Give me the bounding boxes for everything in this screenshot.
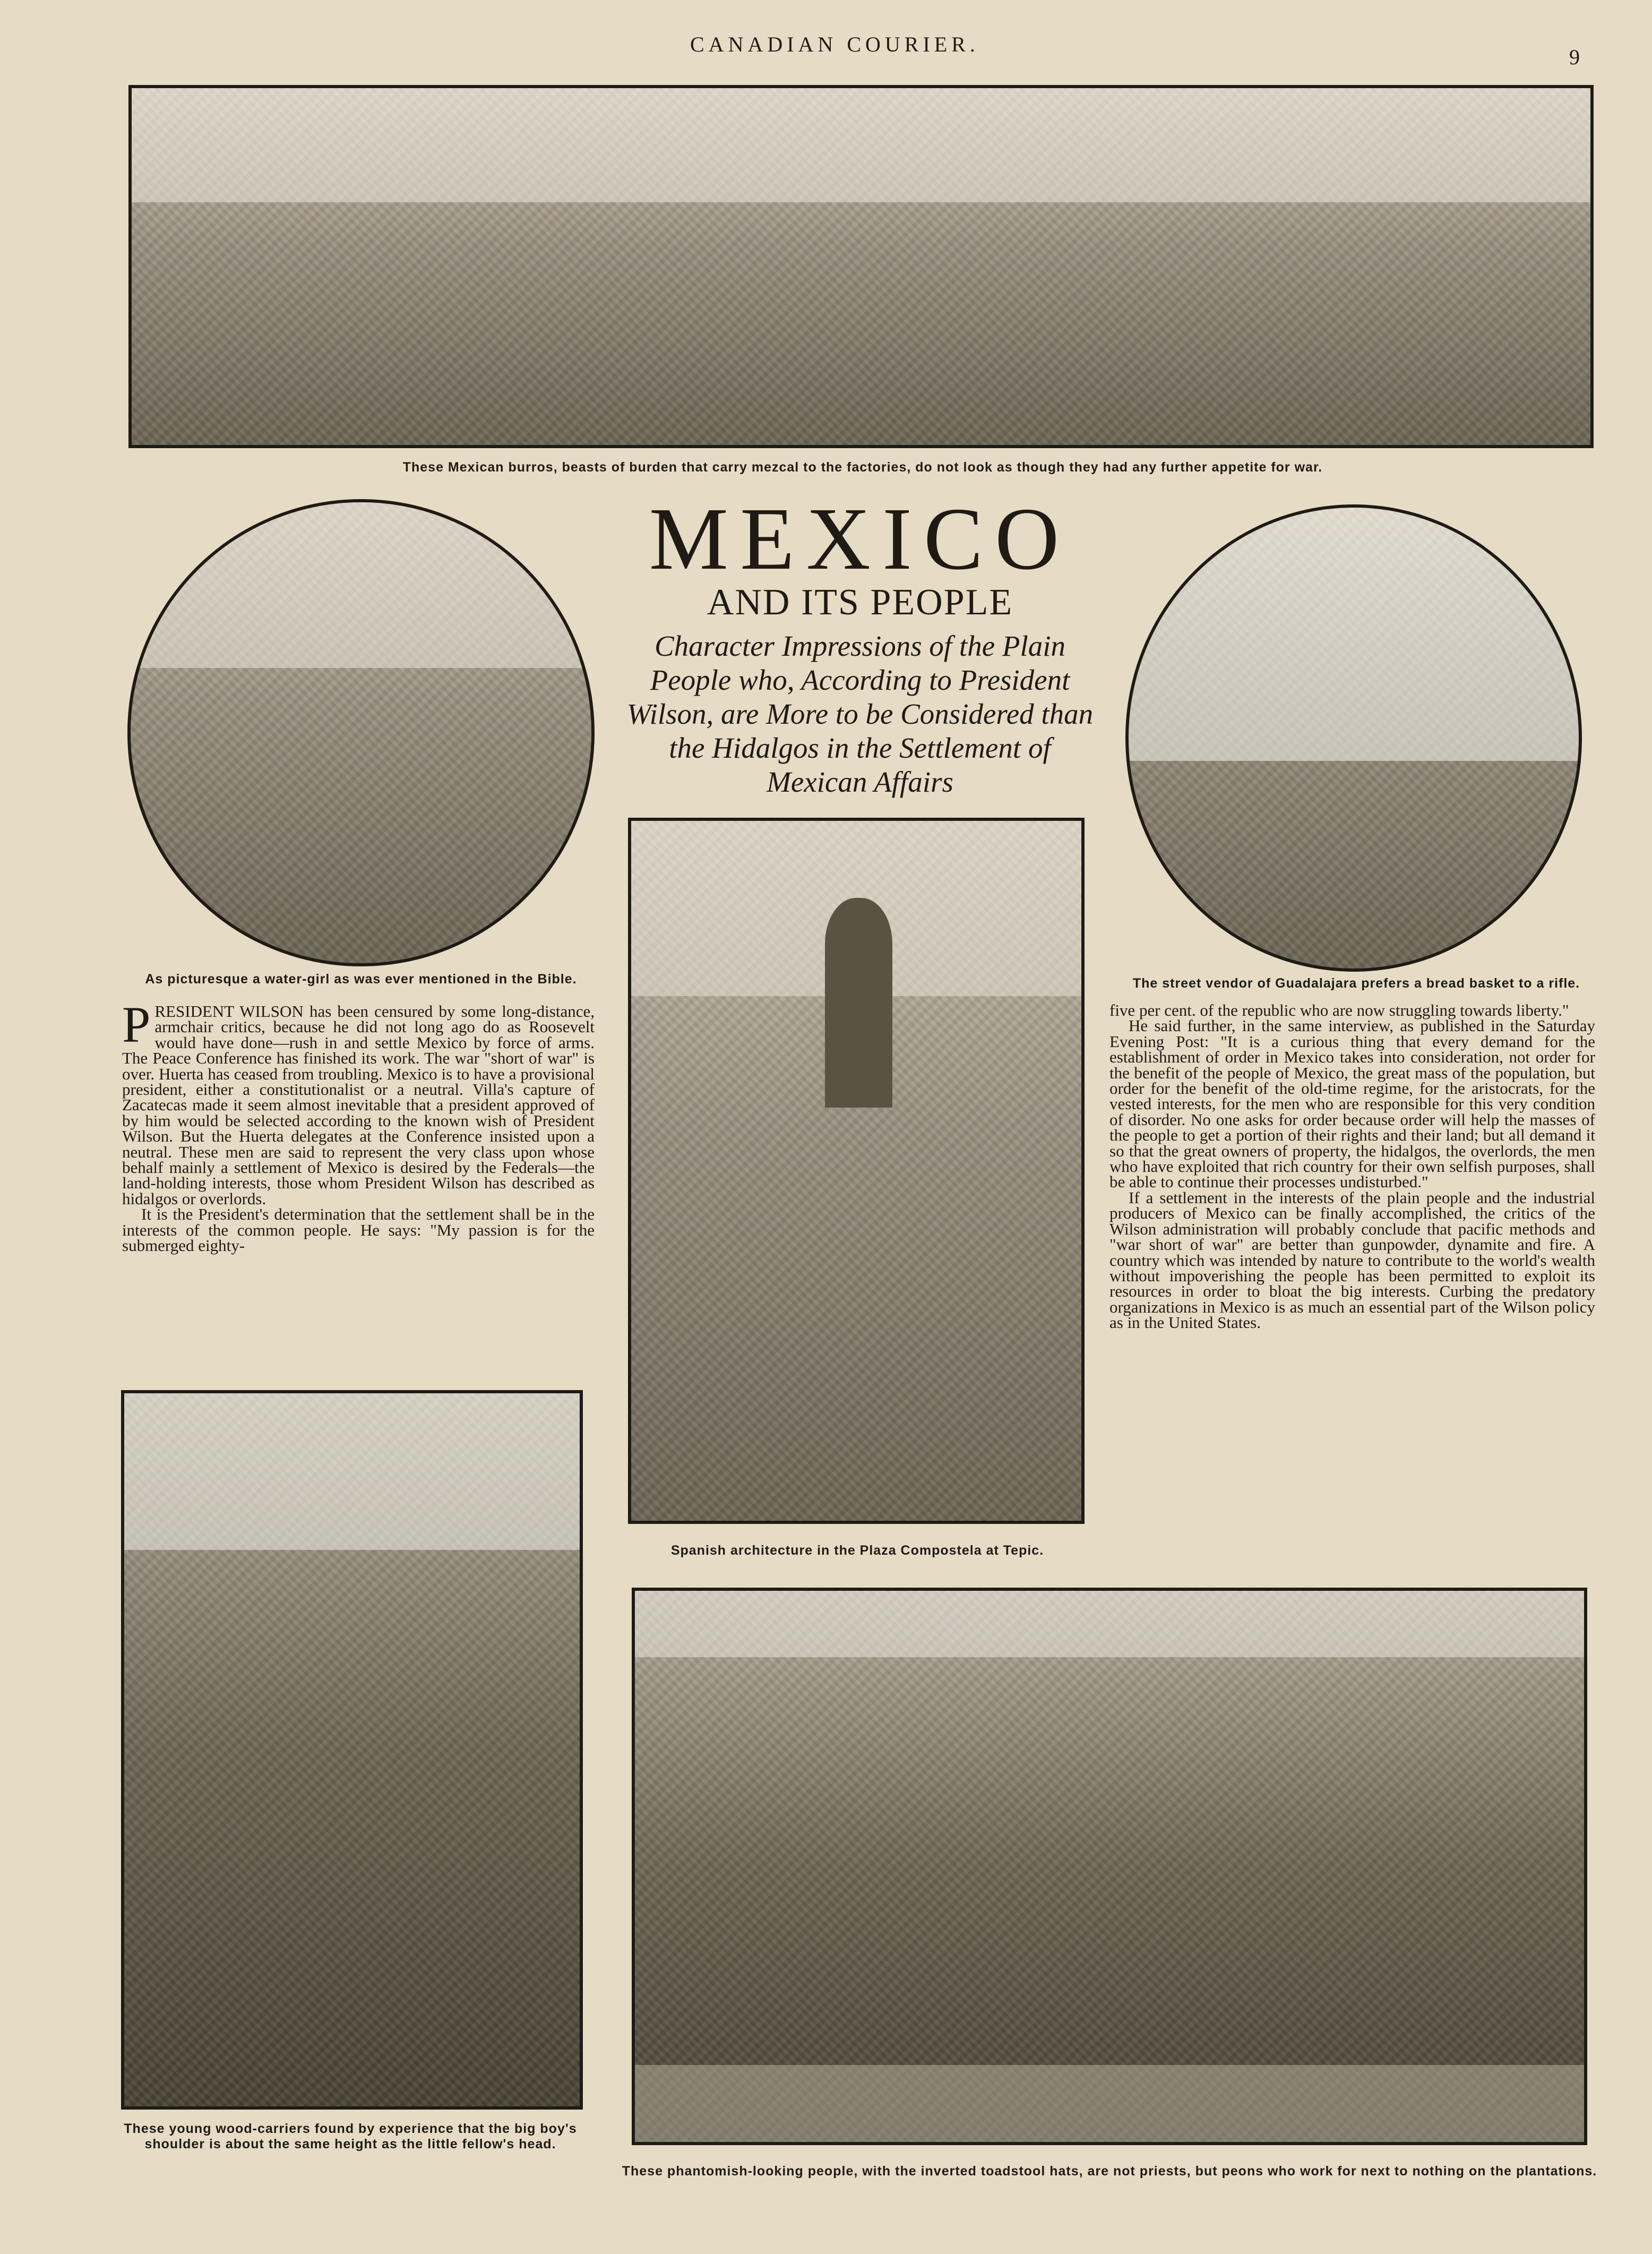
burros-photo xyxy=(128,85,1594,448)
column-3-text xyxy=(1109,1002,1595,1331)
article-title: MEXICO xyxy=(649,490,1071,588)
col1-paragraph-2: It is the President's determination that the settlement shall be in the interests of the common people. He says: "My passion is for the submerged eighty- xyxy=(122,1205,595,1255)
running-title: CANADIAN COURIER. xyxy=(690,32,979,56)
page-number: 9 xyxy=(1569,45,1580,69)
article-subtitle: AND ITS PEOPLE xyxy=(707,582,1013,623)
water-girl-caption: As picturesque a water-girl as was ever mentioned in the Bible. xyxy=(145,972,577,987)
wood-carriers-photo xyxy=(121,1390,583,2110)
street-vendor-photo xyxy=(1125,504,1582,972)
plaza-photo xyxy=(628,818,1085,1524)
column-1-text xyxy=(122,996,595,1255)
wood-carriers-caption: These young wood-carriers found by experience that the big boy's shoulder is about the same height as the little fellow's head. xyxy=(124,2121,577,2152)
article-deck: Character Impressions of the Plain People who, According to President Wilson, are More to be Considered than the Hidalgos in the Settlement of Mexican Affairs xyxy=(626,630,1094,798)
col1-paragraph-1: RESIDENT WILSON has been censured by some long-distance, armchair critics, because he did not long ago do as Roosevelt would have done—rush in and settle Mexico by force of arms. The Peace Conference has finished its work. The war "short of war" is over. Huerta has ceased from troubling. Mexico is to have a provisional president, either a constitutionalist or a neutral. Villa's capture of Zacatecas made it seem almost inevitable that a president approved of by him would be selected according to the known wish of President Wilson. But the Huerta delegates at the Conference insisted upon a neutral. These men are said to represent the very class upon whose behalf mainly a settlement of Mexico is desired by the Federals—the land-holding interests, those whom President Wilson has described as hidalgos or overlords. xyxy=(122,1002,595,1208)
plaza-caption: Spanish architecture in the Plaza Compostela at Tepic. xyxy=(670,1543,1044,1558)
bell-tower-shape xyxy=(825,898,892,1108)
burros-caption: These Mexican burros, beasts of burden that carry mezcal to the factories, do not look as though they had any further appetite for war. xyxy=(402,460,1323,475)
col3-paragraph-3: If a settlement in the interests of the plain people and the industrial producers of Mexico can be finally accomplished, the critics of the Wilson administration will probably conclude that pacific methods and "war short of war" are better than gunpowder, dynamite and fire. A country which was intended by nature to contribute to the world's wealth without impoverishing the people has been permitted to exploit its resources in order to bloat the big interests. Curbing the predatory organizations in Mexico is as much an essential part of the Wilson policy as in the United States. xyxy=(1109,1188,1595,1332)
water-girl-photo xyxy=(127,499,595,966)
drop-cap: P xyxy=(122,996,151,1053)
peons-photo xyxy=(632,1588,1587,2145)
street-vendor-caption: The street vendor of Guadalajara prefers a bread basket to a rifle. xyxy=(1132,976,1580,991)
peons-caption: These phantomish-looking people, with the inverted toadstool hats, are not priests, but peons who work for next to nothing on the plantations. xyxy=(622,2164,1597,2179)
col3-paragraph-1: five per cent. of the republic who are now struggling towards liberty." xyxy=(1109,1001,1569,1019)
col3-paragraph-2: He said further, in the same interview, as published in the Saturday Evening Post: "It is a curious thing that every demand for the establishment of order in Mexico takes into consideration, not order for the benefit of the people of Mexico, the great mass of the population, but order for the benefit of the old-time regime, for the aristocrats, for the vested interests, for the men who are responsible for this very condition of disorder. No one asks for order because order will help the masses of the people to get a portion of their rights and their land; but all demand it so that the great owners of property, the hidalgos, the overlords, the men who have exploited that rich country for their own selfish purposes, shall be able to continue their processes undisturbed." xyxy=(1109,1016,1595,1192)
